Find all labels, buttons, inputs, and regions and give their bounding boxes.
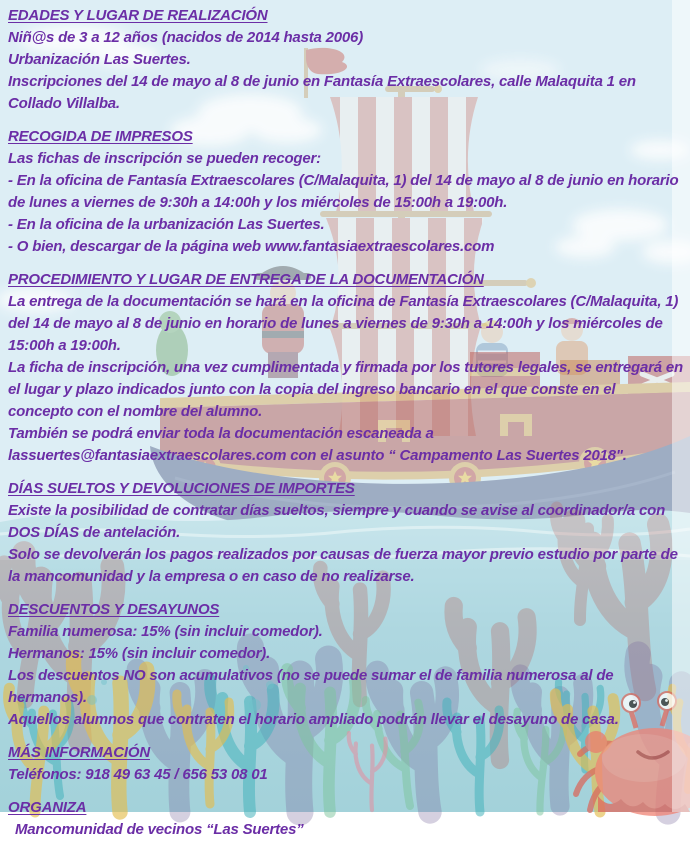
section-heading-recogida: RECOGIDA DE IMPRESOS xyxy=(8,128,193,145)
paragraph website-line: - O bien, descargar de la página web www.fantasiaextraescolares.com xyxy=(8,238,495,255)
section-heading-descuentos: DESCUENTOS Y DESAYUNOS xyxy=(8,601,220,618)
section-procedimiento-entrega xyxy=(8,269,684,467)
organizer-name: Mancomunidad de vecinos “Las Suertes” xyxy=(15,821,304,838)
section-heading-procedimiento: PROCEDIMIENTO Y LUGAR DE ENTREGA DE LA DOCUMENTACIÓN xyxy=(8,271,484,288)
paragraph email-line: También se podrá enviar toda la documentación escaneada a lassuertes@fantasiaextraescolares.com con el asunto “ Campamento Las Suertes 2018". xyxy=(8,425,627,464)
paragraph: Inscripciones del 14 de mayo al 8 de junio en Fantasía Extraescolares, calle Malaquita 1 en Collado Villalba. xyxy=(8,73,636,112)
paragraph: La ficha de inscripción, una vez cumplimentada y firmada por los tutores legales, se entregará en el lugar y plazo indicados junto con la copia del ingreso bancario en el que conste en el concepto con el nombre del alumno. xyxy=(8,359,683,420)
paragraph: Las fichas de inscripción se pueden recoger: xyxy=(8,150,321,167)
paragraph: Los descuentos NO son acumulativos (no se puede sumar el de familia numerosa al de hermanos). xyxy=(8,667,614,706)
paragraph: Aquellos alumnos que contraten el horario ampliado podrán llevar el desayuno de casa. xyxy=(8,711,619,728)
paragraph: Hermanos: 15% (sin incluir comedor). xyxy=(8,645,271,662)
section-edades-y-lugar xyxy=(8,5,684,115)
section-heading-edades: EDADES Y LUGAR DE REALIZACIÓN xyxy=(8,7,268,24)
paragraph: Familia numerosa: 15% (sin incluir comedor). xyxy=(8,623,323,640)
section-recogida-impresos xyxy=(8,126,684,258)
phone-numbers: Teléfonos: 918 49 63 45 / 656 53 08 01 xyxy=(8,766,268,783)
section-heading-mas-informacion: MÁS INFORMACIÓN xyxy=(8,744,150,761)
paragraph: - En la oficina de la urbanización Las Suertes. xyxy=(8,216,325,233)
flyer-text xyxy=(8,5,684,852)
paragraph: Existe la posibilidad de contratar días sueltos, siempre y cuando se avise al coordinador/a con DOS DÍAS de antelación. xyxy=(8,502,666,541)
paragraph: Urbanización Las Suertes. xyxy=(8,51,191,68)
paragraph: Solo se devolverán los pagos realizados por causas de fuerza mayor previo estudio por parte de la mancomunidad y la empresa o en caso de no realizarse. xyxy=(8,546,678,585)
paragraph: La entrega de la documentación se hará en la oficina de Fantasía Extraescolares (C/Malaquita, 1) del 14 de mayo al 8 de junio en horario de lunes a viernes de 9:30h a 14:00h y los miércoles de 15:00h a 19:00h. xyxy=(8,293,679,354)
paragraph: - En la oficina de Fantasía Extraescolares (C/Malaquita, 1) del 14 de mayo al 8 de junio en horario de lunes a viernes de 9:30h a 14:00h y los miércoles de 15:00h a 19:00h. xyxy=(8,172,679,211)
section-heading-organiza: ORGANIZA xyxy=(8,799,87,816)
paragraph: Niñ@s de 3 a 12 años (nacidos de 2014 hasta 2006) xyxy=(8,29,363,46)
section-heading-dias-sueltos: DÍAS SUELTOS Y DEVOLUCIONES DE IMPORTES xyxy=(8,480,355,497)
section-organiza xyxy=(8,797,684,841)
section-mas-informacion xyxy=(8,742,684,786)
section-descuentos-desayunos xyxy=(8,599,684,731)
section-dias-sueltos xyxy=(8,478,684,588)
